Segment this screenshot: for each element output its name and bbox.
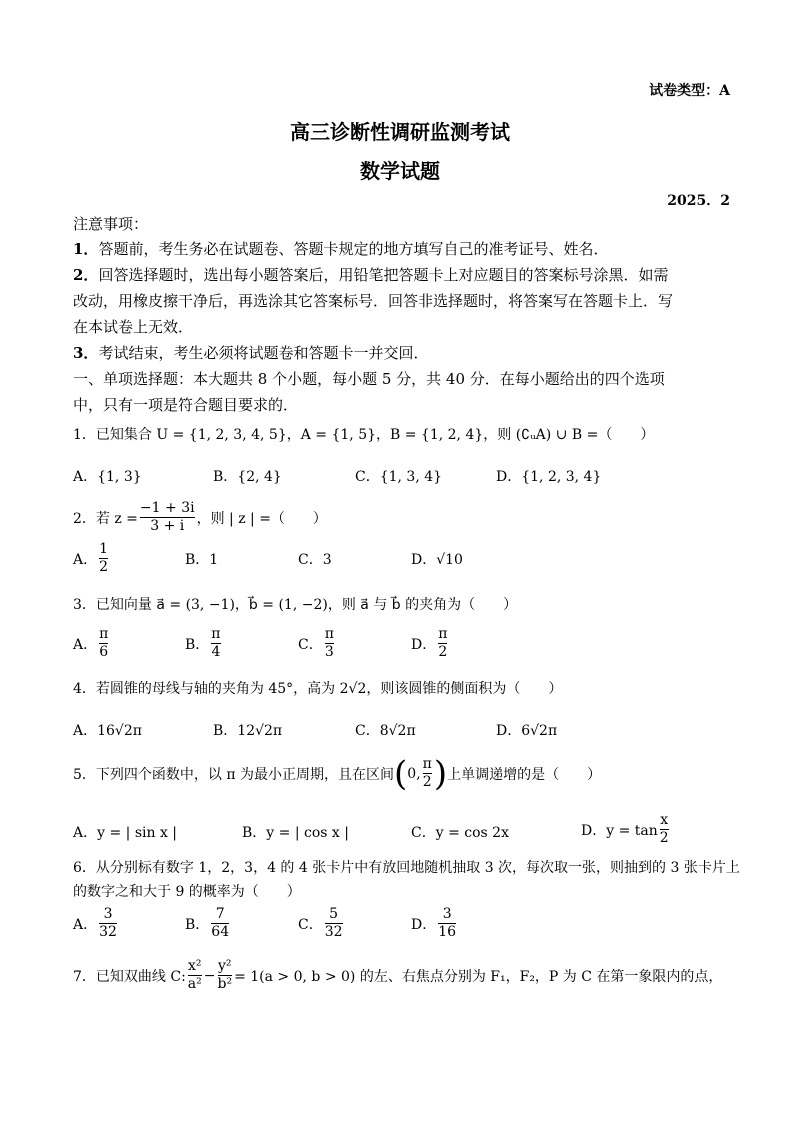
option-label: A． [73, 636, 98, 653]
notice-item-number: 3． [73, 344, 99, 362]
denominator: 2 [659, 830, 669, 846]
option-label: B． [185, 916, 210, 933]
q5-option-c: C．y = cos 2x [411, 825, 509, 841]
q2-option-c: C．3 [298, 552, 332, 568]
q7-minus: − [203, 967, 216, 984]
notice-item-text: 答题前，考生务必在试题卷、答题卡规定的地方填写自己的准考证号、姓名． [98, 240, 609, 258]
right-paren-glyph: ) [433, 753, 448, 794]
denominator: a² [187, 976, 202, 992]
numerator: 5 [329, 906, 339, 922]
exam-subtitle: 数学试题 [360, 159, 440, 183]
notice-item-3 [73, 342, 428, 363]
q5-interval-end [423, 756, 432, 791]
notice-item-2-line-3: 在本试卷上无效． [73, 318, 194, 336]
question-2-stem [73, 500, 327, 535]
q7-prefix: 7．已知双曲线 C: [73, 968, 186, 985]
numerator: x [660, 812, 669, 828]
q4-option-a: A．16√2π [73, 723, 142, 739]
numerator: 3 [103, 906, 113, 922]
q3-b-fraction [211, 626, 220, 661]
numerator: 3 [442, 906, 452, 922]
q5-option-b: B．y = | cos x | [242, 825, 349, 841]
denominator: 2 [99, 559, 109, 575]
q7-fraction-x [188, 958, 202, 993]
numerator: π [422, 756, 432, 772]
q3-a-fraction [99, 626, 108, 661]
q1-option-a: A．{1, 3} [73, 469, 142, 485]
q1-option-d: D．{1, 2, 3, 4} [496, 469, 602, 485]
q4-option-d: D．6√2π [496, 723, 558, 739]
denominator: 4 [211, 644, 221, 660]
question-6-line-2: 的数字之和大于 9 的概率为（ ） [73, 884, 301, 900]
q6-option-d [411, 906, 458, 941]
left-paren-glyph: ( [394, 753, 408, 794]
paper-type-label: 试卷类型：A [649, 83, 730, 99]
q2-option-a [73, 541, 110, 576]
option-label: C． [298, 636, 323, 653]
q4-option-c: C．8√2π [355, 723, 416, 739]
denominator: 16 [438, 924, 457, 940]
option-label: D． [411, 916, 437, 933]
q1-option-c: C．{1, 3, 4} [355, 469, 443, 485]
q6-c-fraction [325, 906, 343, 941]
q4-option-b: B．12√2π [213, 723, 283, 739]
q6-d-fraction [438, 906, 456, 941]
q5-option-a: A．y = | sin x | [73, 825, 178, 841]
q2-option-b: B．1 [185, 552, 219, 568]
q6-b-fraction [211, 906, 229, 941]
denominator: 3 [324, 644, 334, 660]
numerator: 1 [99, 541, 109, 557]
notice-heading: 注意事项： [73, 215, 149, 233]
notice-item-text: 考试结束，考生必须将试题卷和答题卡一并交回． [98, 344, 429, 362]
q7-fraction-y [218, 958, 233, 993]
q5-suffix: 上单调递增的是（ ） [447, 766, 602, 783]
question-4-stem: 4．若圆锥的母线与轴的夹角为 45°，高为 2√2，则该圆锥的侧面积为（ ） [73, 681, 563, 697]
option-label: C． [298, 916, 323, 933]
q6-a-fraction [99, 906, 117, 941]
section-1-line-2: 中，只有一项是符合题目要求的． [73, 396, 299, 414]
denominator: 64 [211, 924, 230, 940]
notice-item-2-line-2: 改动，用橡皮擦干净后，再选涂其它答案标号．回答非选择题时，将答案写在答题卡上．写 [73, 292, 674, 310]
option-label: A． [73, 551, 98, 568]
q6-option-a [73, 906, 119, 941]
denominator: 6 [99, 644, 109, 660]
q2-option-d: D．√10 [411, 552, 463, 568]
numerator: π [99, 626, 109, 642]
q2-denominator: 3 + i [140, 517, 195, 535]
q3-option-c [298, 626, 336, 661]
option-label: B． [185, 636, 210, 653]
q3-option-b [185, 626, 223, 661]
numerator: π [438, 626, 448, 642]
notice-item-text: 回答选择题时，选出每小题答案后，用铅笔把答题卡上对应题目的答案标号涂黑．如需 [98, 266, 669, 284]
exam-title: 高三诊断性调研监测考试 [290, 120, 510, 144]
option-label: D． [411, 636, 437, 653]
q3-option-d [411, 626, 449, 661]
q5-prefix: 5．下列四个函数中，以 π 为最小正周期，且在区间 [73, 766, 395, 783]
q2-suffix: ，则 | z | =（ ） [196, 510, 327, 527]
question-5-stem [73, 753, 602, 794]
denominator: 2 [422, 774, 432, 790]
q7-suffix: = 1(a > 0, b > 0) 的左、右焦点分别为 F₁，F₂，P 为 C 在第一象限内的点， [234, 968, 723, 985]
q6-option-b [185, 906, 231, 941]
numerator: x² [188, 958, 202, 974]
numerator: y² [218, 958, 232, 974]
q3-option-a [73, 626, 110, 661]
notice-item-number: 2． [73, 266, 99, 284]
q2-numerator: −1 + 3i [139, 500, 195, 516]
question-3-stem: 3．已知向量 a⃗ = (3, −1)，b⃗ = (1, −2)，则 a⃗ 与 b⃗ 的夹角为（ ） [73, 597, 518, 613]
notice-item-number: 1． [73, 240, 99, 258]
numerator: π [324, 626, 334, 642]
notice-item-2 [73, 264, 668, 285]
notice-item-1 [73, 238, 608, 259]
q2-fraction [140, 500, 195, 535]
question-7-stem [73, 958, 722, 993]
numerator: 7 [215, 906, 225, 922]
question-1-stem: 1．已知集合 U = {1, 2, 3, 4, 5}，A = {1, 5}，B = {1, 2, 4}，则 (∁ᵤA) ∪ B =（ ） [73, 427, 655, 443]
denominator: 2 [438, 644, 448, 660]
option-label: A． [73, 916, 98, 933]
q5-interval-start: 0, [407, 765, 421, 782]
q3-c-fraction [325, 626, 334, 661]
denominator: b² [217, 976, 233, 992]
q3-d-fraction [438, 626, 447, 661]
q2-prefix: 2．若 z = [73, 510, 138, 527]
denominator: 32 [99, 924, 117, 940]
denominator: 32 [324, 924, 343, 940]
section-1-line-1: 一、单项选择题：本大题共 8 个小题，每小题 5 分，共 40 分．在每小题给出的四个选项 [73, 370, 665, 388]
q6-option-c [298, 906, 345, 941]
numerator: π [211, 626, 221, 642]
exam-date: 2025．2 [667, 193, 730, 209]
q5-d-fraction [660, 812, 669, 847]
q1-option-b: B．{2, 4} [213, 469, 282, 485]
question-6-line-1: 6．从分别标有数字 1，2，3，4 的 4 张卡片中有放回地随机抽取 3 次，每次取一张，则抽到的 3 张卡片上 [73, 860, 740, 876]
q2-a-fraction [99, 541, 108, 576]
option-text: D．y = tan [581, 822, 658, 839]
q5-option-d [581, 812, 671, 847]
